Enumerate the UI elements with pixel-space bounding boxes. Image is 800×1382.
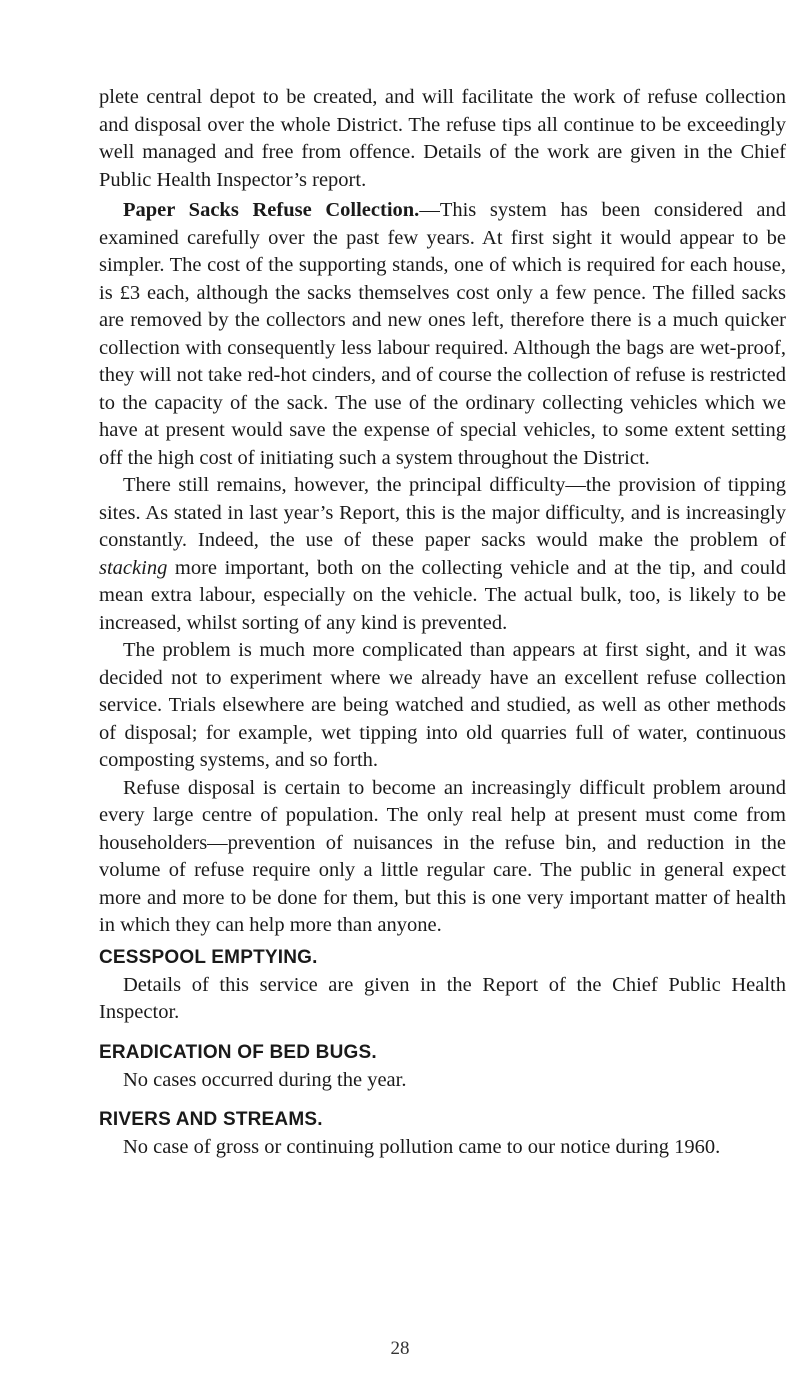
- page-number: 28: [390, 1338, 410, 1359]
- cesspool-heading: CESSPOOL EMPTYING.: [99, 946, 318, 968]
- bed-bugs-paragraph: No cases occurred during the year.: [123, 1068, 407, 1091]
- rivers-heading: RIVERS AND STREAMS.: [99, 1109, 323, 1130]
- paper-sacks-paragraph-1: [99, 197, 786, 472]
- continuation-paragraph: plete central depot to be created, and will facilitate the work of refuse collection and disposal over the whole District. The refuse tips all continue to be exceedingly well managed and free from offence. Details of the work are given in the Chief Public Health Inspector’s report.: [99, 86, 786, 191]
- stacking-emphasis: stacking: [99, 556, 168, 579]
- rivers-paragraph: No case of gross or continuing pollution came to our notice during 1960.: [123, 1136, 721, 1158]
- paper-sacks-text-2a: There still remains, however, the principal difficulty—the provision of tipping sites. As stated in last year’s Report, this is the major difficulty, and is increasingly constantly. Indeed, the use of these paper sacks would make the problem of: [99, 474, 786, 551]
- paper-sacks-paragraph-3: The problem is much more complicated than appears at first sight, and it was decided not to experiment where we already have an excellent refuse collection service. Trials elsewhere are being watched and studied, as well as other methods of disposal; for example, wet tipping into old quarries full of water, continuous composting systems, and so forth.: [99, 639, 786, 771]
- paper-sacks-paragraph-2: [99, 472, 786, 637]
- document-page: [99, 84, 786, 1162]
- bed-bugs-heading: ERADICATION OF BED BUGS.: [99, 1041, 377, 1063]
- cesspool-paragraph: Details of this service are given in the Report of the Chief Public Health Inspector.: [99, 973, 786, 1023]
- paper-sacks-text-1: —This system has been considered and examined carefully over the past few years. At first sight it would appear to be simpler. The cost of the supporting stands, one of which is required for each house, is £3 each, although the sacks themselves cost only a few pence. The filled sacks are removed by the collectors and new ones left, therefore there is a much quicker collection with consequently less labour required. Although the bags are wet-proof, they will not take red-hot cinders, and of course the collection of refuse is restricted to the capacity of the sack. The use of the ordinary collecting vehicles which we have at present would save the expense of special vehicles, to some extent setting off the high cost of initiating such a system throughout the District.: [99, 199, 787, 469]
- paper-sacks-text-2b: more important, both on the collecting vehicle and at the tip, and could mean extra labour, especially on the vehicle. The actual bulk, too, is likely to be increased, whilst sorting of any kind is prevented.: [99, 556, 786, 634]
- paper-sacks-heading: Paper Sacks Refuse Collection.: [123, 199, 420, 221]
- paper-sacks-paragraph-4: Refuse disposal is certain to become an increasingly difficult problem around every large centre of population. The only real help at present must come from householders—prevention of nuisances in the refuse bin, and reduction in the volume of refuse require only a little regular care. The public in general expect more and more to be done for them, but this is one very important matter of health in which they can help more than anyone.: [99, 776, 786, 936]
